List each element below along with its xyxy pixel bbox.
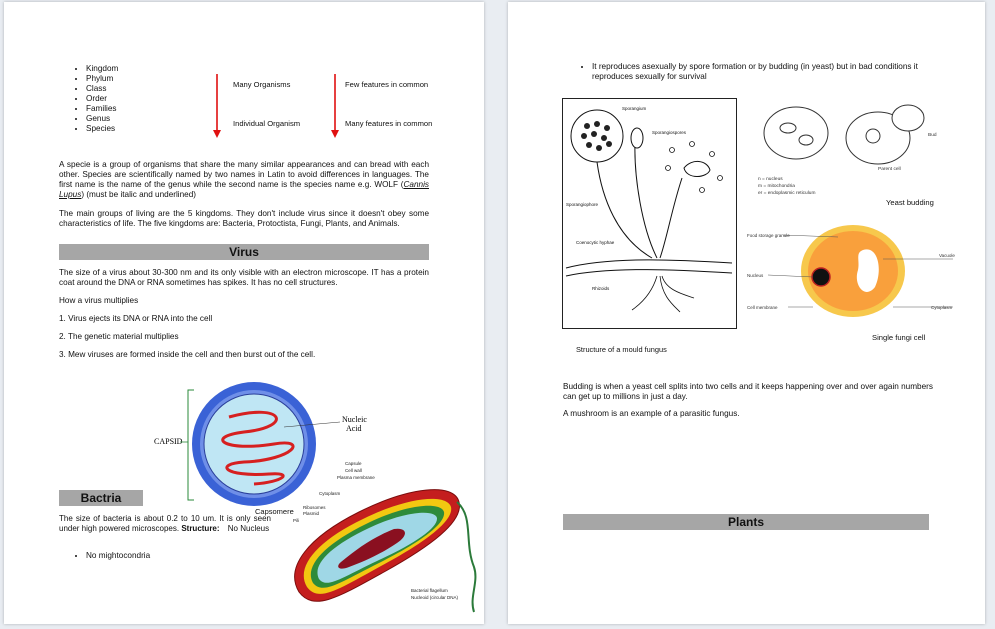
species-paragraph [59, 160, 429, 200]
label-sporangiospores: Sporangiospores [652, 130, 687, 135]
taxonomy-item: • Families [86, 104, 118, 114]
fungi-nucleus [812, 268, 830, 286]
label-sporangium: Sporangium [622, 106, 647, 111]
label-cytoplasm: Cytoplasm [319, 491, 341, 496]
label-sporangiophore: Sporangiophore [566, 202, 599, 207]
yeast-caption: Yeast budding [886, 198, 934, 207]
label-many-organisms: Many Organisms [233, 80, 291, 89]
mould-fungus-diagram [562, 98, 737, 330]
yeast-note-3: er = endoplasmic reticulum [758, 191, 816, 196]
reproduction-bullet [578, 62, 938, 82]
label-food-storage: Food storage granule [747, 233, 790, 238]
bactria-bullet [72, 551, 150, 561]
label-flagellum: Bacterial flagellum [411, 588, 448, 593]
taxonomy-item: • Phylum [86, 74, 118, 84]
label-individual-organism: Individual Organism [233, 119, 301, 128]
budding-paragraph: Budding is when a yeast cell splits into two cells and it keeps happening over and over again numbers can get up to millions in just a day. [563, 382, 933, 401]
mushroom-paragraph: A mushroom is an example of a parasitic fungus. [563, 409, 740, 418]
label-many-features: Many features in common [345, 119, 433, 128]
taxonomy-list [72, 64, 118, 134]
yeast-budding-diagram [748, 98, 948, 208]
label-coenocytic-hyphae: Coenocytic hyphae [576, 240, 615, 245]
species-tail: ) (must be italic and underlined) [81, 190, 196, 199]
species-latin-name: Cannis Lupus [59, 180, 429, 199]
label-cytoplasm: Cytoplasm [931, 305, 953, 310]
species-text: A specie is a group of organisms that share the many similar appearances and can bread with each other. Species are scientifically named by two names in Latin to avoid differences in languages. The first name is the name of the genus while the second name is the species name e.g. WOLF ( [59, 160, 429, 189]
yeast-cell-1 [764, 107, 828, 159]
bactria-structure-value: No Nucleus [227, 524, 270, 533]
bactria-text [59, 514, 271, 534]
label-pili: Pili [293, 518, 300, 523]
bactria-structure-label: Structure: [181, 524, 220, 533]
label-vacuole: Vacuole [939, 253, 955, 258]
label-rhizoids: Rhizoids [592, 286, 610, 291]
label-bud: Bud [928, 133, 937, 138]
label-cell-membrane: Cell membrane [747, 305, 778, 310]
taxonomy-item: • Class [86, 84, 118, 94]
fungi-vacuole [857, 249, 879, 292]
virus-step-3: 3. Mew viruses are formed inside the cell and then burst out of the cell. [59, 350, 316, 359]
bacterium-diagram [279, 457, 479, 622]
fungi-cell-diagram [743, 215, 963, 330]
yeast-bud [892, 105, 924, 131]
virus-step-1: 1. Virus ejects its DNA or RNA into the cell [59, 314, 213, 323]
plants-heading: Plants [563, 514, 929, 530]
virus-step-2: 2. The genetic material multiplies [59, 332, 179, 341]
kingdoms-paragraph: The main groups of living are the 5 kingdoms. They don't include virus since it doesn't obey some characteristics of life. The five kingdoms are: Bacteria, Protoctista, Fungi, Plants, and Animals. [59, 209, 429, 228]
yeast-note-1: n = nucleus [758, 177, 783, 182]
virus-multiply-heading: How a virus multiplies [59, 296, 139, 305]
fungi-cell-caption: Single fungi cell [872, 333, 926, 342]
virus-intro: The size of a virus about 30-300 nm and its only visible with an electron microscope. IT has a protein coat around the DNA or RNA sometimes has spikes. It has no cell structures. [59, 268, 429, 287]
label-capsid: CAPSID [154, 437, 183, 446]
label-capsomere: Capsomere [255, 507, 294, 516]
taxonomy-item: • Kingdom [86, 64, 118, 74]
label-nucleic: Nucleic [342, 415, 367, 424]
taxonomy-item: • Order [86, 94, 118, 104]
yeast-note-2: m = mitochondria [758, 184, 795, 189]
virus-heading: Virus [59, 244, 429, 260]
label-cell-wall: Cell wall [345, 468, 362, 473]
label-few-features: Few features in common [345, 80, 429, 89]
document-page-2 [508, 2, 985, 624]
taxonomy-item: • Genus [86, 114, 118, 124]
label-plasmid: Plasmid [303, 511, 320, 516]
flagellum [457, 502, 475, 612]
red-arrow-right-head [331, 130, 339, 138]
document-page-1 [4, 2, 484, 624]
label-acid: Acid [346, 424, 362, 433]
label-plasma-membrane: Plasma membrane [337, 475, 375, 480]
bactria-size-text: The size of bacteria is about 0.2 to 10 um. It is only seen under high powered microscopes. [59, 514, 271, 533]
label-parent-cell: Parent cell [878, 167, 901, 172]
label-capsule: Capsule [345, 461, 362, 466]
label-ribosomes: Ribosomes [303, 505, 326, 510]
label-nucleus: Nucleus [747, 273, 764, 278]
bactria-heading: Bactria [59, 490, 143, 506]
bactria-bullet-item: • No mightocondria [86, 551, 150, 561]
red-arrow-left-head [213, 130, 221, 138]
taxonomy-item: • Species [86, 124, 118, 134]
mould-caption: Structure of a mould fungus [576, 345, 667, 354]
label-nucleoid: Nucleoid (circular DNA) [411, 595, 459, 600]
reproduction-text: • It reproduces asexually by spore formation or by budding (in yeast) but in bad conditions it reproduces sexually for survival [592, 62, 938, 82]
